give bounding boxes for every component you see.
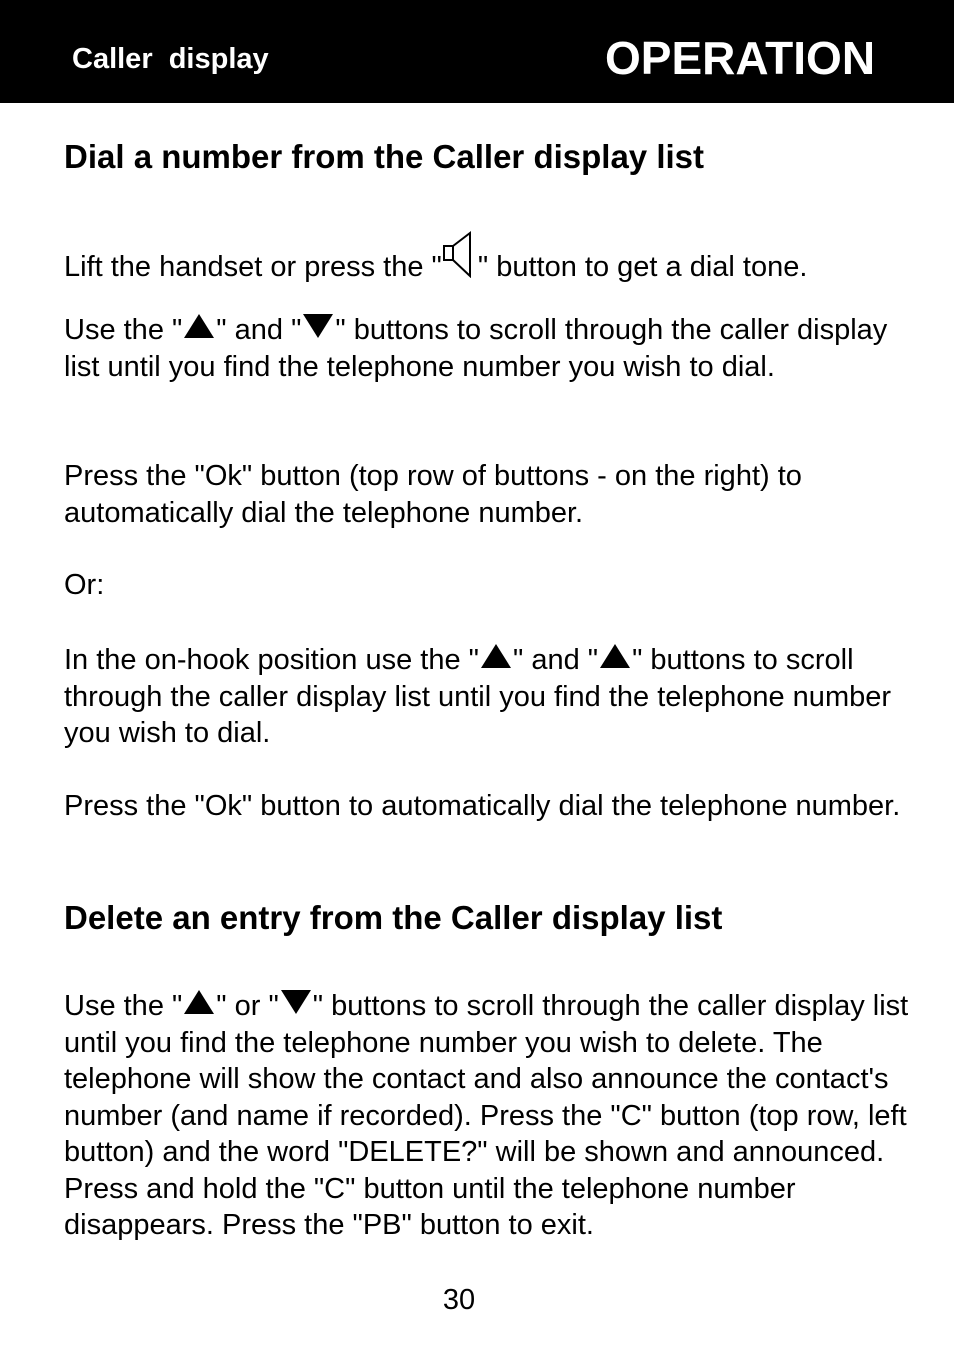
page-number: 30 [442, 1284, 476, 1316]
dial-heading: Dial a number from the Caller display list [64, 138, 705, 175]
up-arrow-icon [184, 314, 214, 338]
section-label: Caller display [72, 43, 269, 75]
down-arrow-icon [303, 314, 333, 338]
down-arrow-icon [281, 990, 311, 1014]
up-arrow-icon [481, 644, 511, 668]
dial-paragraph-4: Or: [64, 569, 105, 601]
dial-paragraph-2: Use the " " and " " buttons to scroll through the caller display list until you find the telephone number you wish to dial. [64, 314, 888, 383]
page-header [0, 0, 954, 103]
dial-paragraph-3: Press the "Ok" button (top row of buttons - on the right) to automatically dial the telephone number. [64, 460, 802, 529]
up-arrow-icon [600, 644, 630, 668]
speaker-icon [442, 230, 478, 278]
delete-paragraph-1: Use the " " or " " buttons to scroll through the caller display list until you find the telephone number you wish to delete. The telephone will show the contact and also announce the contact's number (and name if recorded). Press the "C" button (top row, left button) and the word "DELETE?" will be shown and announced. Press and hold the "C" button until the telephone number disappears. Press the "PB" button to exit. [64, 990, 909, 1241]
dial-paragraph-5: In the on-hook position use the " " and " " buttons to scroll through the caller display list until you find the telephone number you wish to dial. [64, 644, 892, 749]
dial-paragraph-6: Press the "Ok" button to automatically dial the telephone number. [64, 790, 901, 822]
header-title: OPERATION [605, 32, 876, 84]
delete-heading: Delete an entry from the Caller display list [64, 899, 723, 936]
dial-paragraph-1: Lift the handset or press the " " button to get a dial tone. [64, 230, 914, 286]
up-arrow-icon [184, 990, 214, 1014]
